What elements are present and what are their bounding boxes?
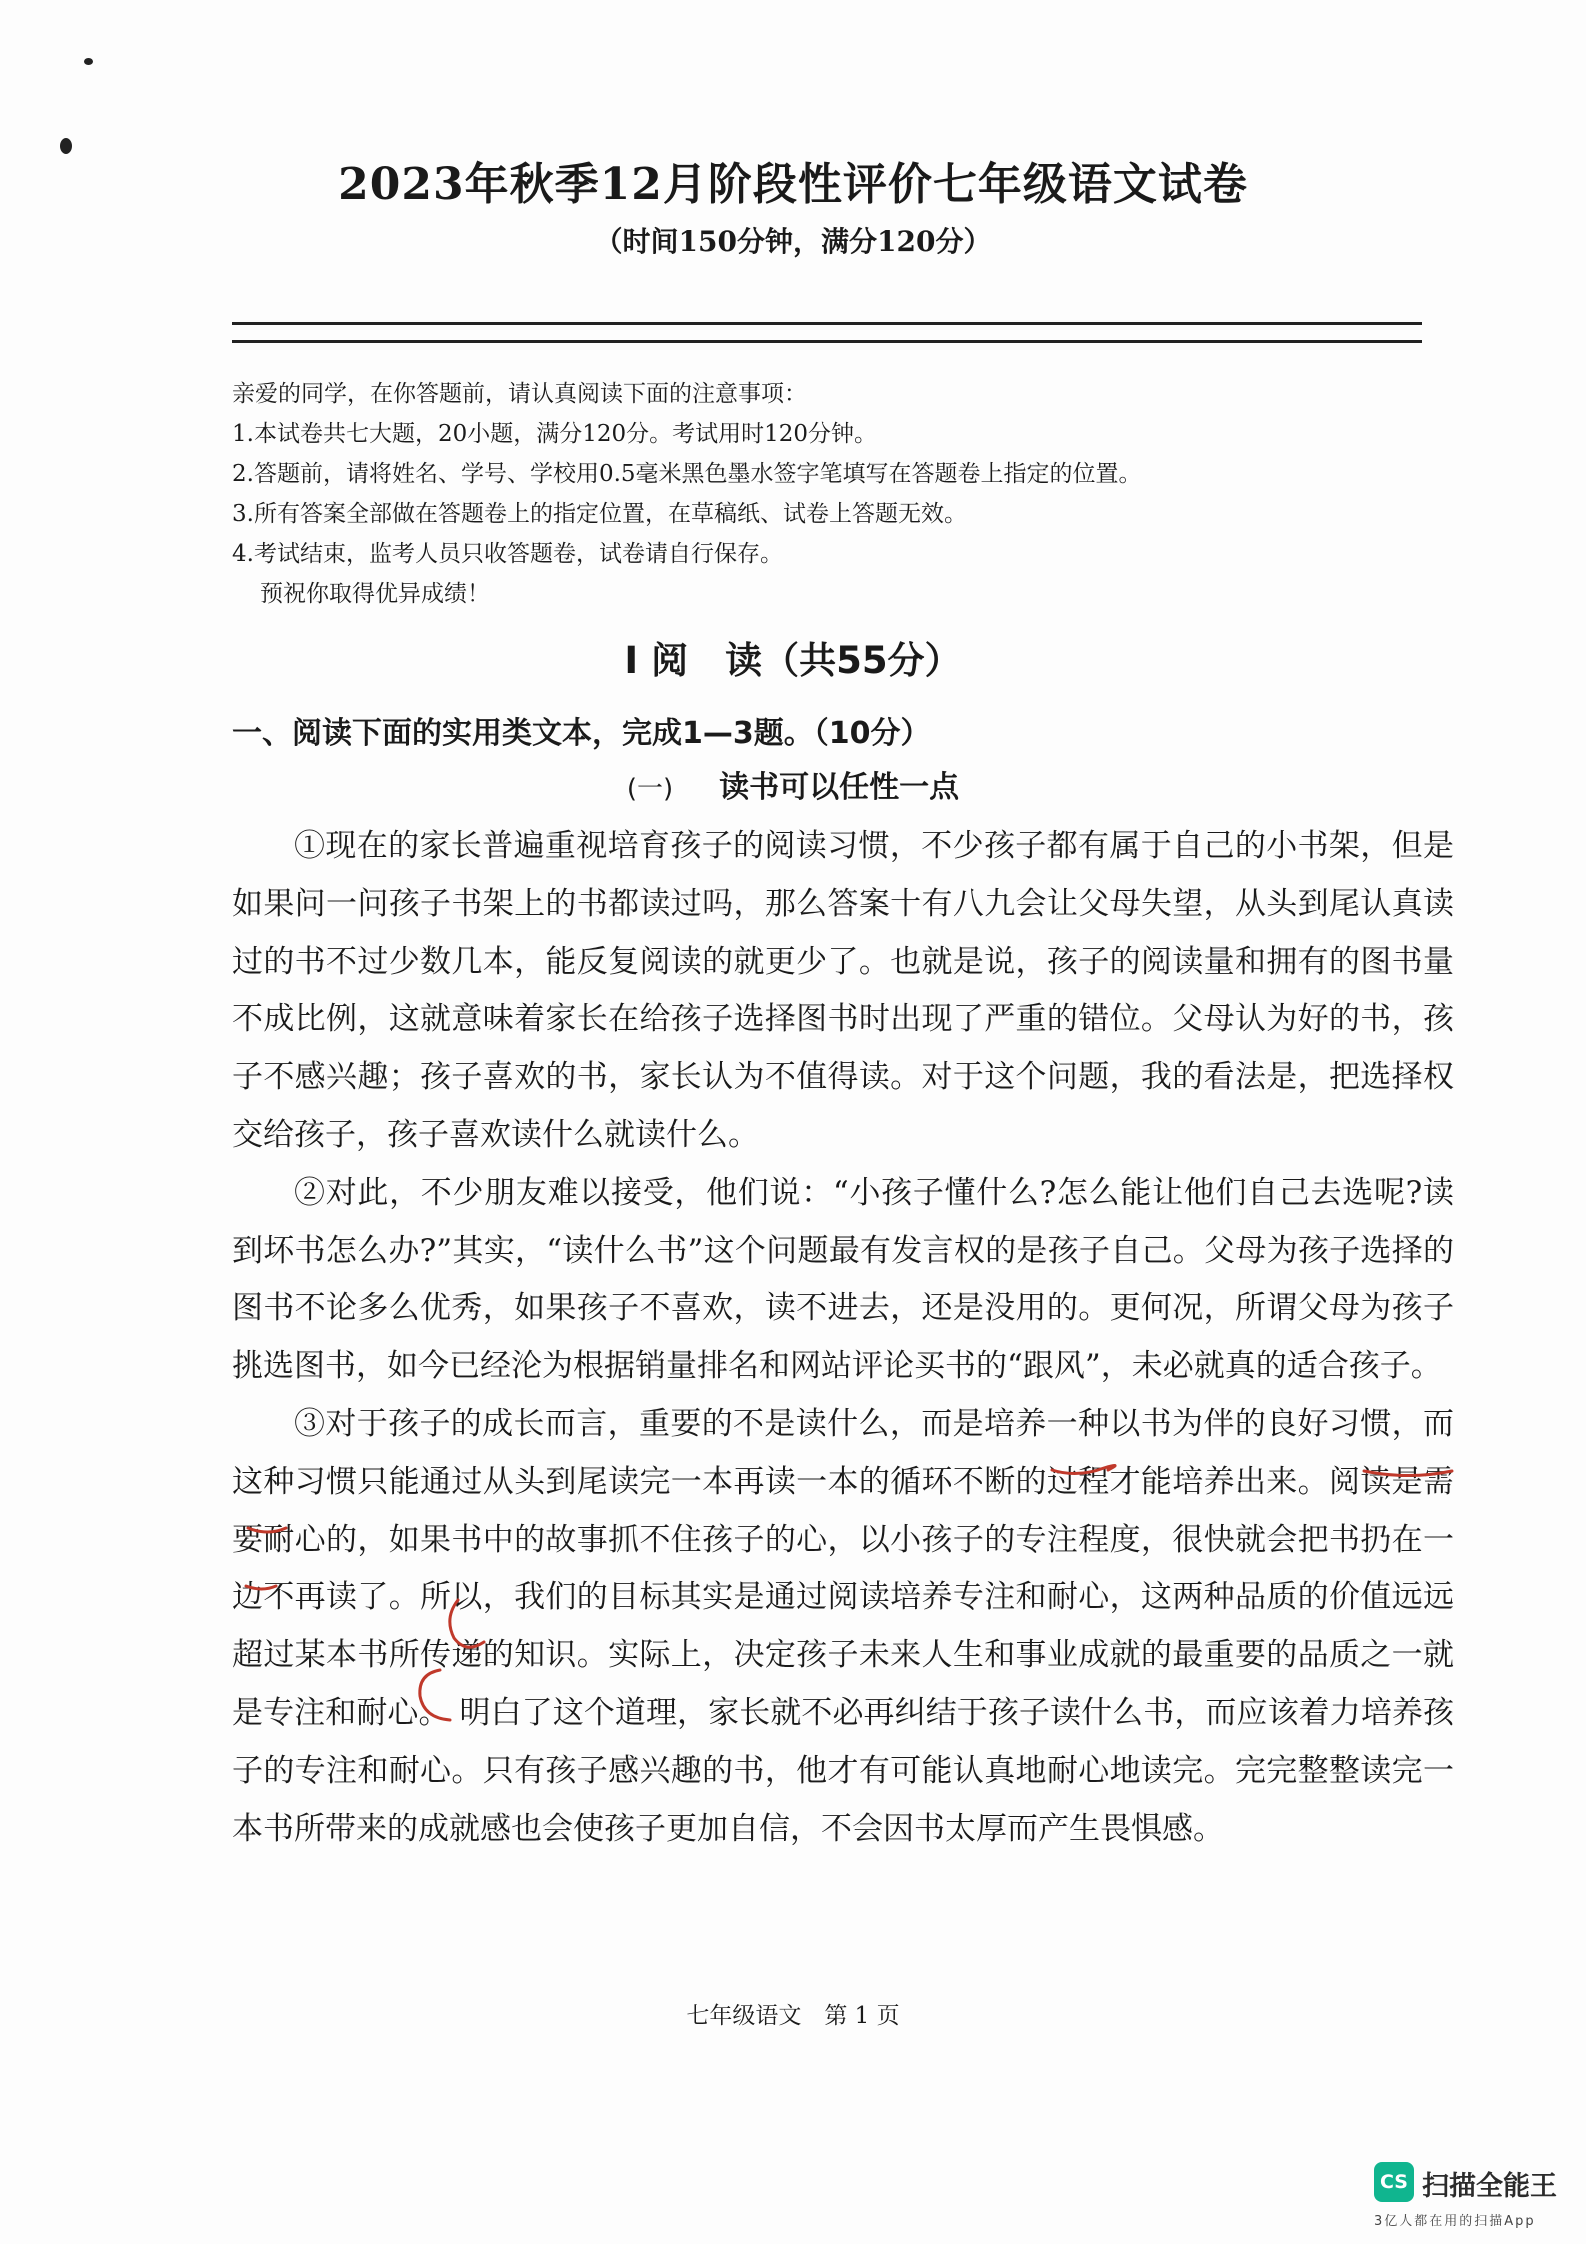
header-rule-bottom [232, 340, 1422, 343]
article-number: (一) [626, 774, 674, 804]
header-rule-top [232, 322, 1422, 325]
scanner-logo: CS [1374, 2162, 1414, 2202]
notice-item: 2.答题前，请将姓名、学号、学校用0.5毫米黑色墨水签字笔填写在答题卷上指定的位置。 [232, 461, 1142, 487]
notice-item: 1.本试卷共七大题，20小题，满分120分。考试用时120分钟。 [232, 421, 878, 447]
exam-title: 2023年秋季12月阶段性评价七年级语文试卷 [338, 159, 1248, 210]
section-heading: I 阅 读（共55分） [624, 639, 962, 682]
exam-subtitle: （时间150分钟，满分120分） [594, 225, 992, 258]
punch-hole-mark [84, 58, 93, 65]
article-paragraph: ①现在的家长普遍重视培育孩子的阅读习惯，不少孩子都有属于自己的小书架，但是如果问一问孩子书架上的书都读过吗，那么答案十有八九会让父母失望，从头到尾认真读过的书不过少数几本，能反复阅读的就更少了。也就是说，孩子的阅读量和拥有的图书量不成比例，这就意味着家长在给孩子选择图书时出现了严重的错位。父母认为好的书，孩子不感兴趣；孩子喜欢的书，家长认为不值得读。对于这个问题，我的看法是，把选择权交给孩子，孩子喜欢读什么就读什么。 [232, 828, 1454, 1153]
scanner-watermark [1374, 2162, 1574, 2236]
notice-intro: 亲爱的同学，在你答题前，请认真阅读下面的注意事项： [232, 381, 807, 407]
page-footer: 七年级语文 第 1 页 [686, 2003, 900, 2029]
notice-wish: 预祝你取得优异成绩！ [260, 581, 490, 607]
scanner-name: 扫描全能王 [1422, 2171, 1557, 2202]
article-body [232, 818, 1454, 1858]
article-paragraph: ③对于孩子的成长而言，重要的不是读什么，而是培养一种以书为伴的良好习惯，而这种习惯只能通过从头到尾读完一本再读一本的循环不断的过程才能培养出来。阅读是需要耐心的，如果书中的故事抓不住孩子的心，以小孩子的专注程度，很快就会把书扔在一边不再读了。所以，我们的目标其实是通过阅读培养专注和耐心，这两种品质的价值远远超过某本书所传递的知识。实际上，决定孩子未来人生和事业成就的最重要的品质之一就是专注和耐心。 明白了这个道理，家长就不必再纠结于孩子读什么书，而应该着力培养孩子的专注和耐心。只有孩子感兴趣的书，他才有可能认真地耐心地读完。完完整整读完一本书所带来的成就感也会使孩子更加自信，不会因书太厚而产生畏惧感。 [232, 1405, 1454, 1847]
notice-item: 3.所有答案全部做在答题卷上的指定位置，在草稿纸、试卷上答题无效。 [232, 501, 967, 527]
question-heading: 一、阅读下面的实用类文本，完成1—3题。（10分） [232, 716, 931, 751]
notice-item: 4.考试结束，监考人员只收答题卷，试卷请自行保存。 [232, 541, 783, 567]
article-paragraph: ②对此，不少朋友难以接受，他们说：“小孩子懂什么?怎么能让他们自己去选呢?读到坏书怎么办?”其实，“读什么书”这个问题最有发言权的是孩子自己。父母为孩子选择的图书不论多么优秀，如果孩子不喜欢，读不进去，还是没用的。更何况，所谓父母为孩子挑选图书，如今已经沦为根据销量排名和网站评论买书的“跟风”，未必就真的适合孩子。 [232, 1174, 1454, 1385]
notice-block [232, 374, 1432, 614]
article-title [0, 762, 1586, 806]
article-title-text: 读书可以任性一点 [719, 770, 960, 805]
scanner-tagline: 3亿人都在用的扫描App [1374, 2214, 1536, 2229]
